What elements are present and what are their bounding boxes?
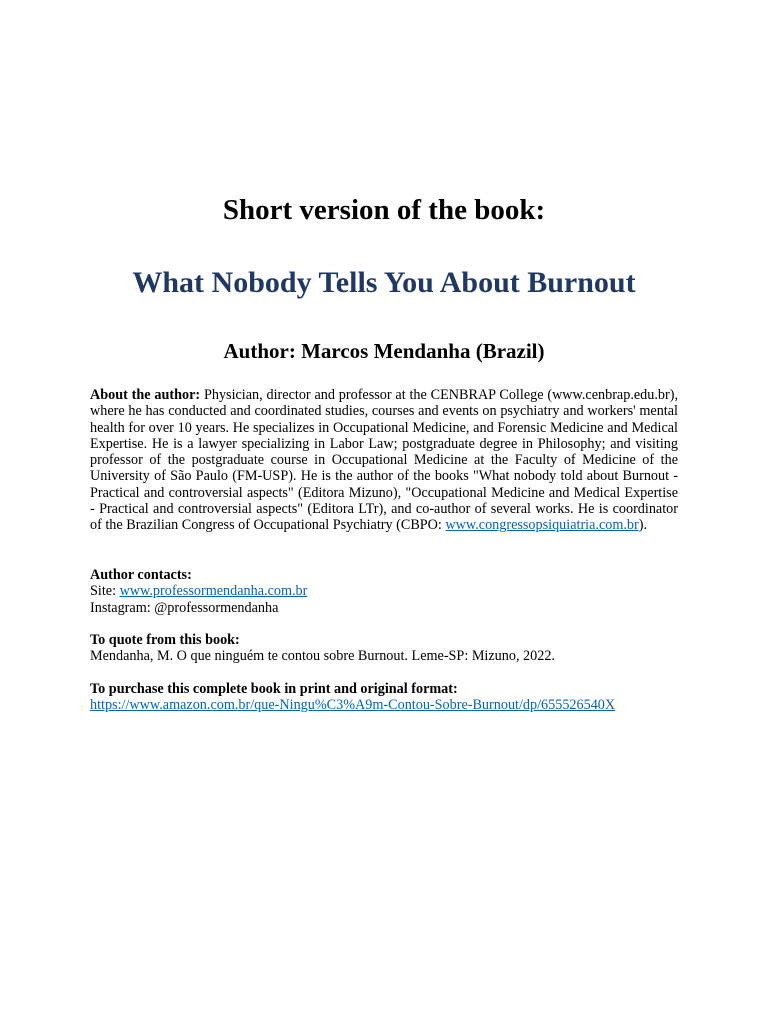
author-line: Author: Marcos Mendanha (Brazil): [223, 339, 545, 363]
site-link[interactable]: www.professormendanha.com.br: [119, 583, 308, 600]
congress-link[interactable]: www.congressopsiquiatria.com.br: [445, 517, 639, 534]
about-author-text: Physician, director and professor at the CENBRAP College (www.cenbrap.edu.br), where he has conducted and coordinated studies, courses and events on psychiatry and workers' mental health for over 10 years. He specializes in Occupational Medicine, and Forensic Medicine and Medical Expertise. He is a lawyer specializing in Labor Law; postgraduate degree in Philosophy; and visiting professor of the postgraduate course in Occupational Medicine at the Faculty of Medicine of the University of São Paulo (FM-USP). He is the author of the books "What nobody told about Burnout - Practical and controversial aspects" (Editora Mizuno), "Occupational Medicine and Medical Expertise - Practical and controversial aspects" (Editora LTr), and co-author of several works. He is coordinator of the Brazilian Congress of Occupational Psychiatry (CBPO:: [90, 387, 678, 534]
about-author-closing: ).: [638, 517, 648, 534]
amazon-link[interactable]: https://www.amazon.com.br/que-Ningu%C3%A9m-Contou-Sobre-Burnout/dp/655526540X: [90, 697, 616, 714]
site-prefix: Site:: [90, 583, 120, 600]
citation-text: Mendanha, M. O que ninguém te contou sobre Burnout. Leme-SP: Mizuno, 2022.: [90, 648, 555, 665]
instagram-line: Instagram: @professormendanha: [90, 599, 279, 616]
about-author-label: About the author:: [90, 387, 201, 403]
quote-section: [90, 632, 678, 665]
purchase-section: [90, 681, 678, 714]
document-heading: Short version of the book:: [222, 194, 546, 226]
author-contacts-section: [90, 567, 678, 616]
quote-label: To quote from this book:: [90, 632, 240, 648]
purchase-label: To purchase this complete book in print and original format:: [90, 681, 458, 697]
book-title: What Nobody Tells You About Burnout: [132, 266, 636, 299]
about-author-paragraph: [90, 387, 678, 534]
author-contacts-label: Author contacts:: [90, 567, 192, 583]
site-line: [90, 583, 678, 599]
purchase-line: [90, 697, 678, 713]
